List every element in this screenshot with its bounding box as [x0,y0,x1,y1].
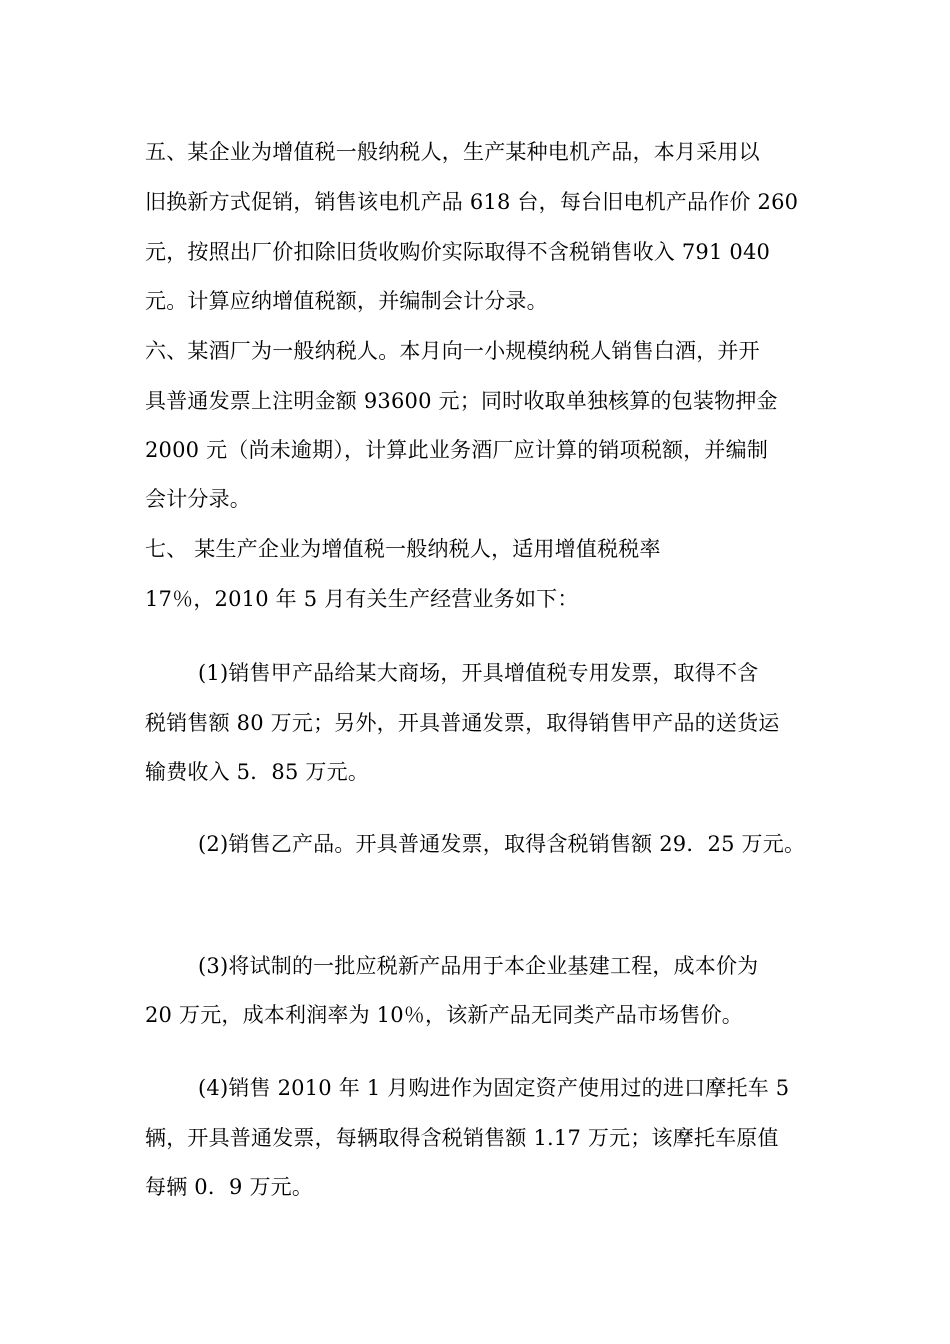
q7-line-1: 七、 某生产企业为增值税一般纳税人，适用增值税税率 [145,537,661,561]
q5-line-1: 五、某企业为增值税一般纳税人，生产某种电机产品，本月采用以 [145,140,760,164]
q6-line-4: 会计分录。 [145,487,251,511]
q7-item4-line-2: 辆，开具普通发票，每辆取得含税销售额 1.17 万元；该摩托车原值 [145,1126,779,1150]
q7-item2-line-1: (2)销售乙产品。开具普通发票，取得含税销售额 29．25 万元。 [198,832,806,856]
q5-line-3: 元，按照出厂价扣除旧货收购价实际取得不含税销售收入 791 040 [145,240,771,264]
q7-item4-line-3: 每辆 0．9 万元。 [145,1175,314,1199]
q5-line-2: 旧换新方式促销，销售该电机产品 618 台，每台旧电机产品作价 260 [145,190,799,214]
q7-item1-line-2: 税销售额 80 万元；另外，开具普通发票，取得销售甲产品的送货运 [145,711,780,735]
q7-item3-line-1: (3)将试制的一批应税新产品用于本企业基建工程，成本价为 [198,954,759,978]
q6-line-3: 2000 元（尚未逾期），计算此业务酒厂应计算的销项税额，并编制 [145,438,769,462]
q7-item4-line-1: (4)销售 2010 年 1 月购进作为固定资产使用过的进口摩托车 5 [198,1076,790,1100]
q6-line-2: 具普通发票上注明金额 93600 元；同时收取单独核算的包装物押金 [145,389,778,413]
q7-line-2: 17％，2010 年 5 月有关生产经营业务如下： [145,587,579,611]
q5-line-4: 元。计算应纳增值税额，并编制会计分录。 [145,289,548,313]
q7-item1-line-3: 输费收入 5．85 万元。 [145,760,370,784]
q6-line-1: 六、某酒厂为一般纳税人。本月向一小规模纳税人销售白酒，并开 [145,339,760,363]
q7-item1-line-1: (1)销售甲产品给某大商场，开具增值税专用发票，取得不含 [198,661,759,685]
q7-item3-line-2: 20 万元，成本利润率为 10％，该新产品无同类产品市场售价。 [145,1003,743,1027]
